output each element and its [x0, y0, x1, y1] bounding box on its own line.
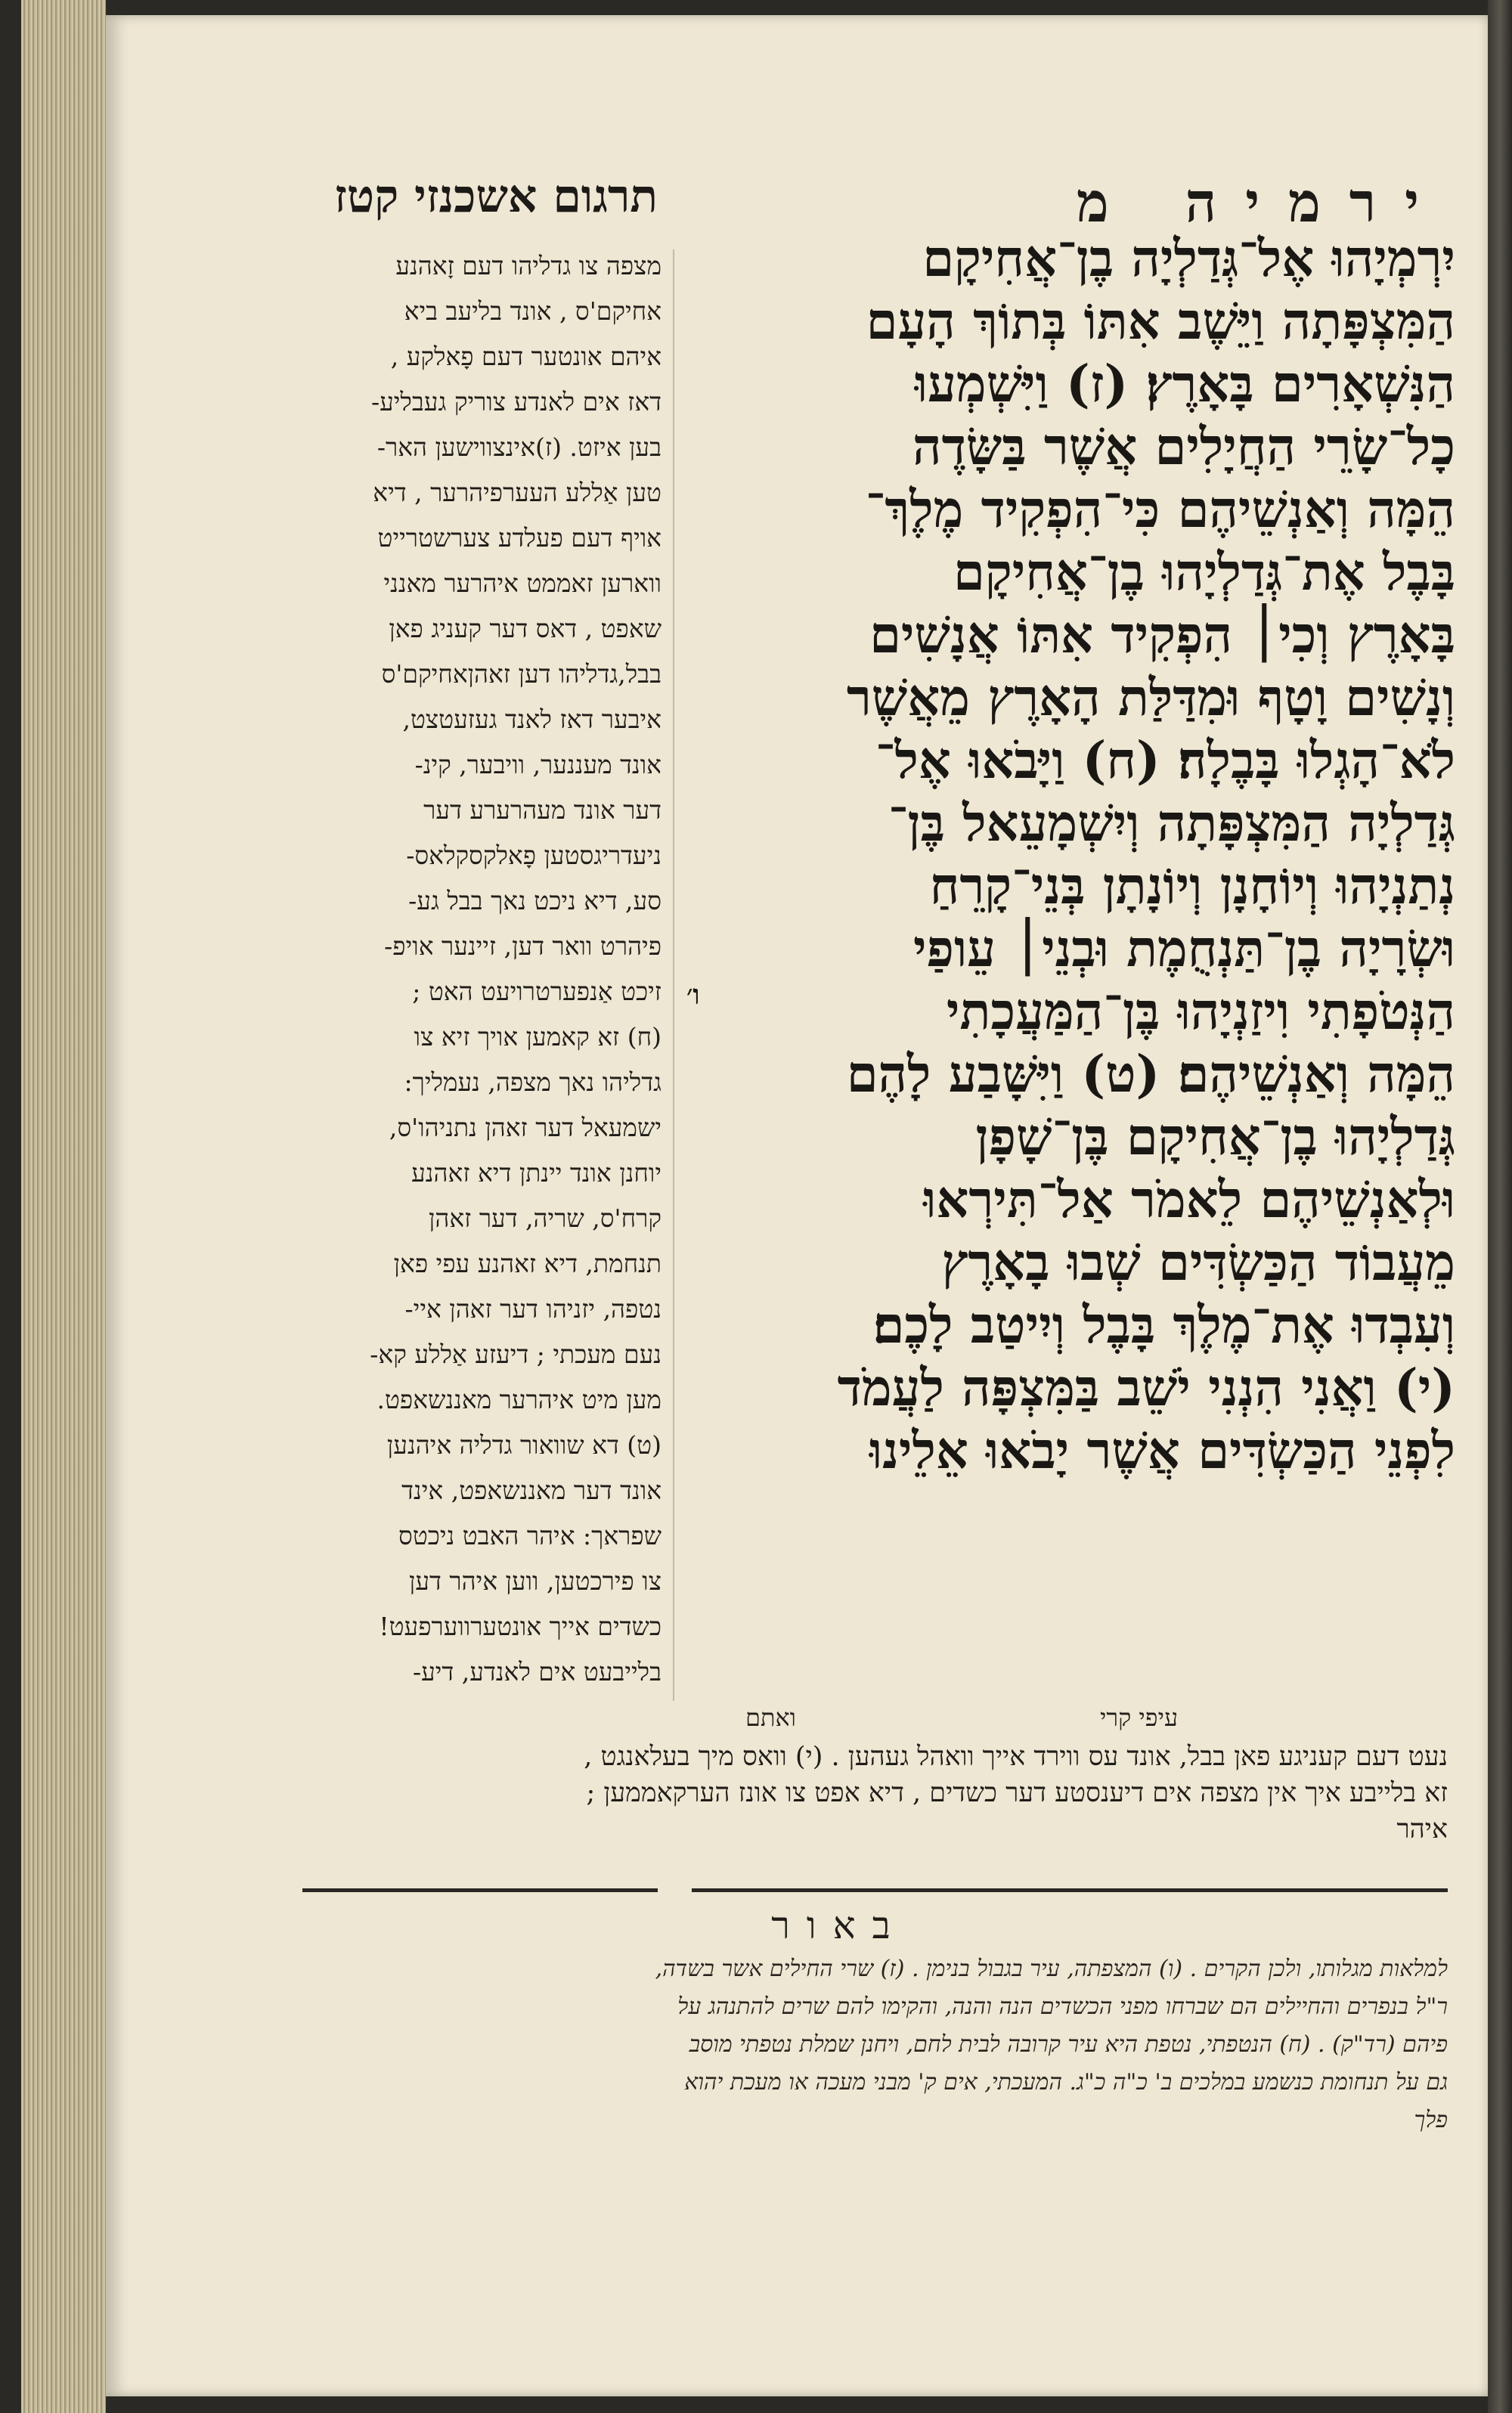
side-line: איהם אונטער דעם פָאלקע ,	[390, 342, 662, 371]
side-line: אויף דעם פעלדע צערשטרייט	[377, 523, 662, 553]
side-line: (ט) דא שוואור גדליה איהנען	[386, 1430, 662, 1460]
side-line: איבער דאז לאנד געזעטצט,	[402, 705, 662, 734]
side-line: גדליהו נאך מצפה, נעמליך:	[404, 1067, 662, 1097]
main-line: וְעִבְדוּ אֶת־מֶלֶךְ בָּבֶל וְיִיטַב לָכֶם׃	[872, 1295, 1455, 1355]
side-line: תנחמת, דיא זאהנע עפי פאן	[393, 1249, 662, 1278]
side-line: (ח) זא קאמען אויך זיא צו	[414, 1022, 662, 1052]
side-line: מען מיט איהרער מאננשאפט.	[376, 1385, 662, 1414]
side-line: בלייבעט אים לאנדע, דיע-	[412, 1657, 662, 1687]
main-line: וּלְאַנְשֵׁיהֶם לֵאמֹר אַל־תִּירְאוּ	[923, 1169, 1455, 1229]
translation-continuation	[291, 1739, 1448, 1848]
bottom-line: איהר	[1396, 1814, 1448, 1845]
main-line: נְתַנְיָהוּ וְיוֹחָנָן וְיוֹנָתָן בְּנֵי־קָרֵחַ	[929, 856, 1455, 915]
main-line: גְּדַלְיָהוּ בֶן־אֲחִיקָם בֶּן־שָׁפָן	[975, 1107, 1455, 1166]
side-line: זיכט אַנפערטרויעט האט ;	[412, 977, 662, 1006]
main-line: (י) וַאֲנִי הִנְנִי יֹשֵׁב בַּמִּצְפָּה לַעֲמֹד	[837, 1358, 1455, 1417]
main-line: הֵמָּה וְאַנְשֵׁיהֶם כִּי־הִפְקִיד מֶלֶךְ־	[865, 479, 1455, 539]
main-line: וּשְׂרָיָה בֶן־תַּנְחֻמֶת וּבְנֵי׀ עֵופַי	[912, 918, 1455, 978]
side-line: דאז אים לאנדע צוריק געבליע-	[370, 387, 662, 417]
side-line: אחיקם'ס , אונד בליעב ביא	[404, 296, 662, 326]
side-line: צו פירכטען, ווען איהר דען	[408, 1566, 662, 1596]
side-line: סע, דיא ניכט נאך בבל גע-	[408, 886, 662, 915]
main-line: הַנִּשְׁאָרִים בָּאָרֶץ׃ (ז) וַיִּשְׁמְעוּ	[914, 354, 1455, 414]
side-line: כשדים אייך אונטערווערפעט!	[379, 1612, 662, 1641]
margin-marker: ו׳	[686, 979, 700, 1011]
main-line: וְנָשִׁים וָטָף וּמִדַּלַּת הָאָרֶץ מֵאֲשֶׁר	[846, 668, 1455, 727]
divider-rule	[302, 1888, 658, 1892]
translation-column	[291, 243, 662, 1695]
commentary-line: גם על תנחומת כנשמע במלכים ב' כ"ה כ"ג. המעכתי, אים ק' מבני מעכה או מעכת יהוא	[684, 2069, 1448, 2096]
commentary-line: פיהם (רד"ק) . (ח) הנטפתי, נטפת היא עיר קרובה לבית לחם, ויחנן שמלת נטפתי מוסב	[689, 2031, 1448, 2058]
side-line: ניעדריגסטען פָאלקסקלאס-	[406, 841, 662, 870]
commentary-text	[302, 1950, 1448, 2139]
side-line: דער אונד מעהרערע דער	[423, 795, 662, 825]
side-line: אונד דער מאננשאפט, אינד	[401, 1476, 662, 1505]
side-line: שפראך: איהר האבט ניכטס	[398, 1521, 662, 1550]
commentary-line: למלאות מגלותו, ולכן הקרים . (ו) המצפתה, עיר בגבול בנימן . (ז) שרי החילים אשר בשדה,	[655, 1956, 1448, 1982]
side-line: פיהרט וואר דען, זיינער אויפ-	[384, 931, 662, 961]
main-line: לִפְנֵי הַכַּשְׂדִּים אֲשֶׁר יָבֹאוּ אֵלֵינוּ	[869, 1420, 1455, 1480]
side-line: בען איזט. (ז)אינצווישען האר-	[376, 432, 662, 462]
main-line: בָּאָרֶץ וְכִי׀ הִפְקִיד אִתּוֹ אֲנָשִׁים	[869, 605, 1455, 664]
qere-note: עיפי קרי	[1100, 1703, 1179, 1732]
qere-note: ואתם	[745, 1703, 796, 1732]
page-edges	[21, 0, 106, 2413]
bottom-line: נעט דעם קעניגע פאן בבל, אונד עס ווירד אייך וואהל געהען . (י) וואס מיך בעלאנגט ,	[584, 1742, 1448, 1772]
side-line: נעם מעכתי ; דיעזע אַללע קא-	[370, 1340, 662, 1369]
binding-edge	[1488, 0, 1512, 2413]
main-line: מֵעֲבוֹד הַכַּשְׂדִּים שְׁבוּ בָאָרֶץ	[941, 1232, 1455, 1292]
book-title: ירמיה מ	[1077, 170, 1448, 234]
commentary-line: ר"ל בנפרים והחיילים הם שברחו מפני הכשדים הנה והנה, והקימו להם שרים להתנהג על	[677, 1993, 1448, 2020]
side-line: בבל,גדליהו דען זאהןאחיקם'ס	[381, 659, 662, 689]
side-line: מצפה צו גדליהו דעם זָאהנע	[395, 251, 662, 280]
main-line: הַמִּצְפָּתָה וַיֵּשֶׁב אִתּוֹ בְּתוֹךְ הָעָם	[866, 291, 1455, 351]
column-divider	[673, 249, 674, 1701]
hebrew-main-text	[699, 227, 1455, 1482]
commentary-title: באור	[771, 1903, 907, 1947]
side-line: ישמעאל דער זאהן נתניהו'ס,	[389, 1113, 662, 1142]
main-line: יִרְמְיָהוּ אֶל־גְּדַלְיָה בֶן־אֲחִיקָם	[922, 228, 1455, 288]
main-line: לֹא־הָגְלוּ בָּבֶלָה׃ (ח) וַיָּבֹאוּ אֶל־	[875, 730, 1455, 790]
side-line: קרח'ס, שריה, דער זאהן	[428, 1203, 662, 1233]
side-line: אונד מעננער, וויבער, קינ-	[414, 750, 662, 779]
side-line: טען אַללע העערפיהרער , דיא	[373, 478, 662, 507]
bottom-line: זא בלייבע איך אין מצפה אים דיענסטע דער כשדים , דיא אפט צו אונז הערקאממען ;	[586, 1778, 1448, 1808]
main-line: בָּבֶל אֶת־גְּדַלְיָהוּ בֶן־אֲחִיקָם	[953, 542, 1455, 602]
side-line: שאפט , דאס דער קעניג פאן	[389, 614, 662, 643]
main-line: גְּדַלְיָה הַמִּצְפָּתָה וְיִשְׁמָעֵאל בֶּן־	[888, 793, 1455, 853]
main-line: הֵמָּה וְאַנְשֵׁיהֶם׃ (ט) וַיִּשָּׁבַע לָהֶם	[846, 1044, 1455, 1104]
divider-rule	[692, 1888, 1448, 1892]
side-line: נטפה, יזניהו דער זאהן איי-	[404, 1294, 662, 1324]
main-line: הַנְּטֹפָתִי וִיזַנְיָהוּ בֶּן־הַמַּעֲכָתִי	[946, 981, 1455, 1041]
side-line: ווארען זאממט איהרער מאנני	[383, 568, 662, 598]
translation-title: תרגום אשכנזי קטז	[334, 170, 658, 223]
commentary-line: פלך	[1414, 2107, 1448, 2133]
main-line: כָל־שָׂרֵי הַחֲיָלִים אֲשֶׁר בַּשָּׂדֶה	[912, 417, 1455, 476]
side-line: יוחנן אונד יינתן דיא זאהנע	[411, 1158, 662, 1188]
